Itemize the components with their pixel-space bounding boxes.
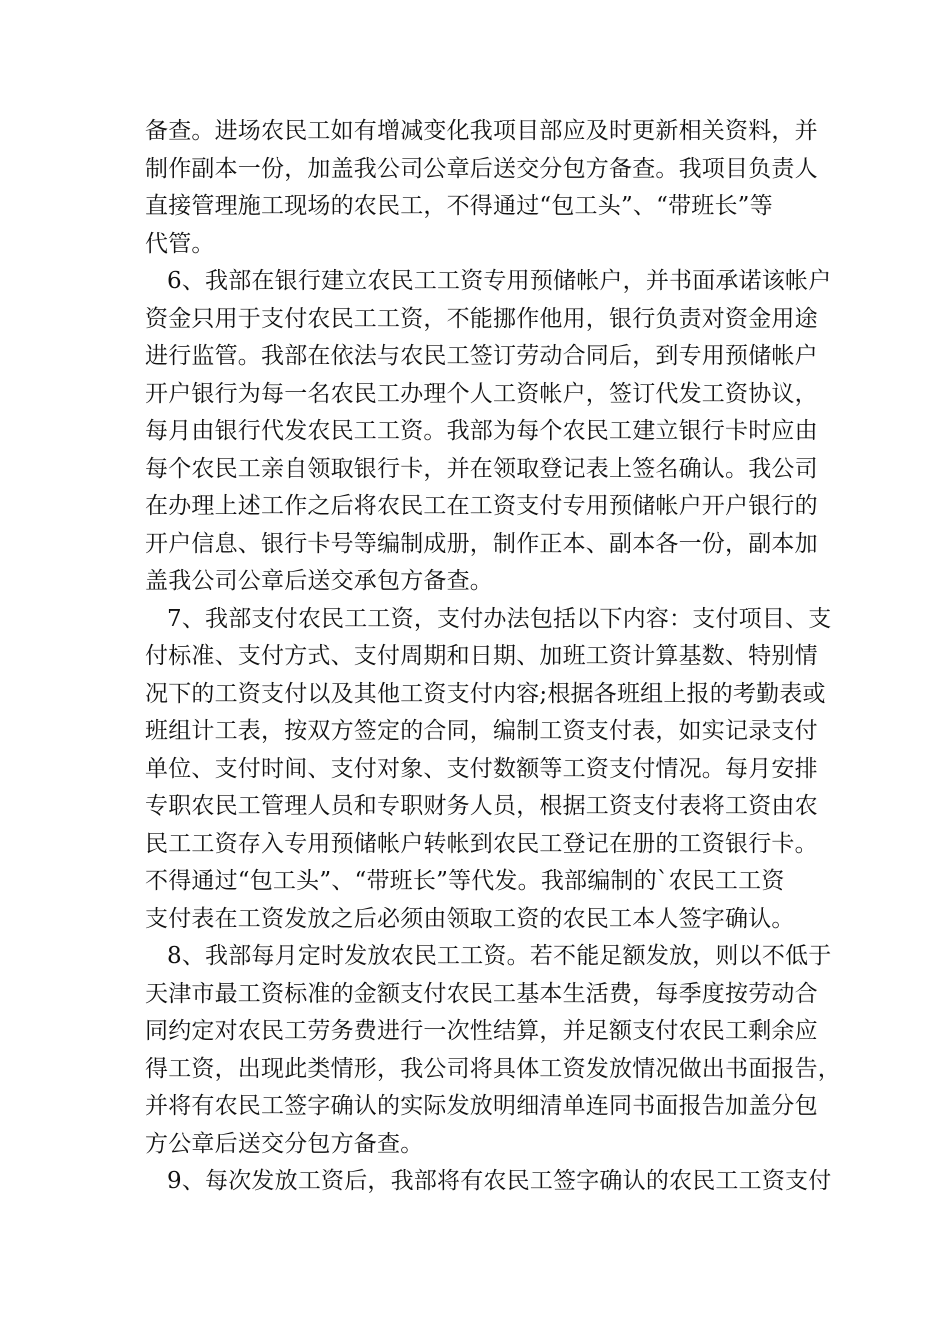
text-line: 备查。进场农民工如有增减变化我项目部应及时更新相关资料，并 bbox=[145, 118, 818, 144]
text-line: 资金只用于支付农民工工资，不能挪作他用，银行负责对资金用途 bbox=[145, 305, 818, 332]
text-line: 制作副本一份，加盖我公司公章后送交分包方备查。我项目负责人 bbox=[145, 155, 818, 182]
text-line: 付标准、支付方式、支付周期和日期、加班工资计算基数、特别情 bbox=[145, 643, 818, 669]
text-line: 进行监管。我部在依法与农民工签订劳动合同后，到专用预储帐户 bbox=[145, 343, 818, 369]
text-line: 天津市最工资标准的金额支付农民工基本生活费，每季度按劳动合 bbox=[145, 980, 818, 1007]
text-line: 民工工资存入专用预储帐户转帐到农民工登记在册的工资银行卡。 bbox=[145, 830, 818, 857]
text-line: 方公章后送交分包方备查。 bbox=[145, 1130, 424, 1157]
text-line: 单位、支付时间、支付对象、支付数额等工资支付情况。每月安排 bbox=[145, 755, 818, 782]
text-line: 开户银行为每一名农民工办理个人工资帐户，签订代发工资协议， bbox=[145, 380, 818, 407]
text-line: 每月由银行代发农民工工资。我部为每个农民工建立银行卡时应由 bbox=[145, 418, 818, 444]
text-line: 不得通过“包工头”、“带班长”等代发。我部编制的`农民工工资 bbox=[145, 868, 785, 894]
text-line: 班组计工表，按双方签定的合同，编制工资支付表，如实记录支付 bbox=[145, 718, 818, 744]
paragraph-first-line: 6、我部在银行建立农民工工资专用预储帐户，并书面承诺该帐户 bbox=[167, 268, 832, 294]
text-line: 支付表在工资发放之后必须由领取工资的农民工本人签字确认。 bbox=[145, 905, 795, 932]
text-line: 况下的工资支付以及其他工资支付内容;根据各班组上报的考勤表或 bbox=[145, 680, 826, 707]
paragraph-first-line: 8、我部每月定时发放农民工工资。若不能足额发放，则以不低于 bbox=[167, 943, 832, 969]
text-line: 开户信息、银行卡号等编制成册，制作正本、副本各一份，副本加 bbox=[145, 530, 818, 557]
text-line: 每个农民工亲自领取银行卡，并在领取登记表上签名确认。我公司 bbox=[145, 455, 818, 482]
text-line: 得工资，出现此类情形，我公司将具体工资发放情况做出书面报告， bbox=[145, 1055, 841, 1082]
text-line: 直接管理施工现场的农民工，不得通过“包工头”、“带班长”等 bbox=[145, 193, 773, 219]
paragraph-first-line: 7、我部支付农民工工资，支付办法包括以下内容：支付项目、支 bbox=[167, 605, 832, 632]
text-line: 专职农民工管理人员和专职财务人员，根据工资支付表将工资由农 bbox=[145, 793, 818, 819]
document-body bbox=[145, 113, 841, 1201]
text-line: 在办理上述工作之后将农民工在工资支付专用预储帐户开户银行的 bbox=[145, 493, 818, 519]
text-line: 盖我公司公章后送交承包方备查。 bbox=[145, 568, 493, 594]
text-line: 代管。 bbox=[145, 230, 215, 257]
paragraph-first-line: 9、每次发放工资后，我部将有农民工签字确认的农民工工资支付 bbox=[167, 1168, 832, 1194]
text-line: 同约定对农民工劳务费进行一次性结算，并足额支付农民工剩余应 bbox=[145, 1018, 818, 1044]
text-line: 并将有农民工签字确认的实际发放明细清单连同书面报告加盖分包 bbox=[145, 1093, 818, 1119]
